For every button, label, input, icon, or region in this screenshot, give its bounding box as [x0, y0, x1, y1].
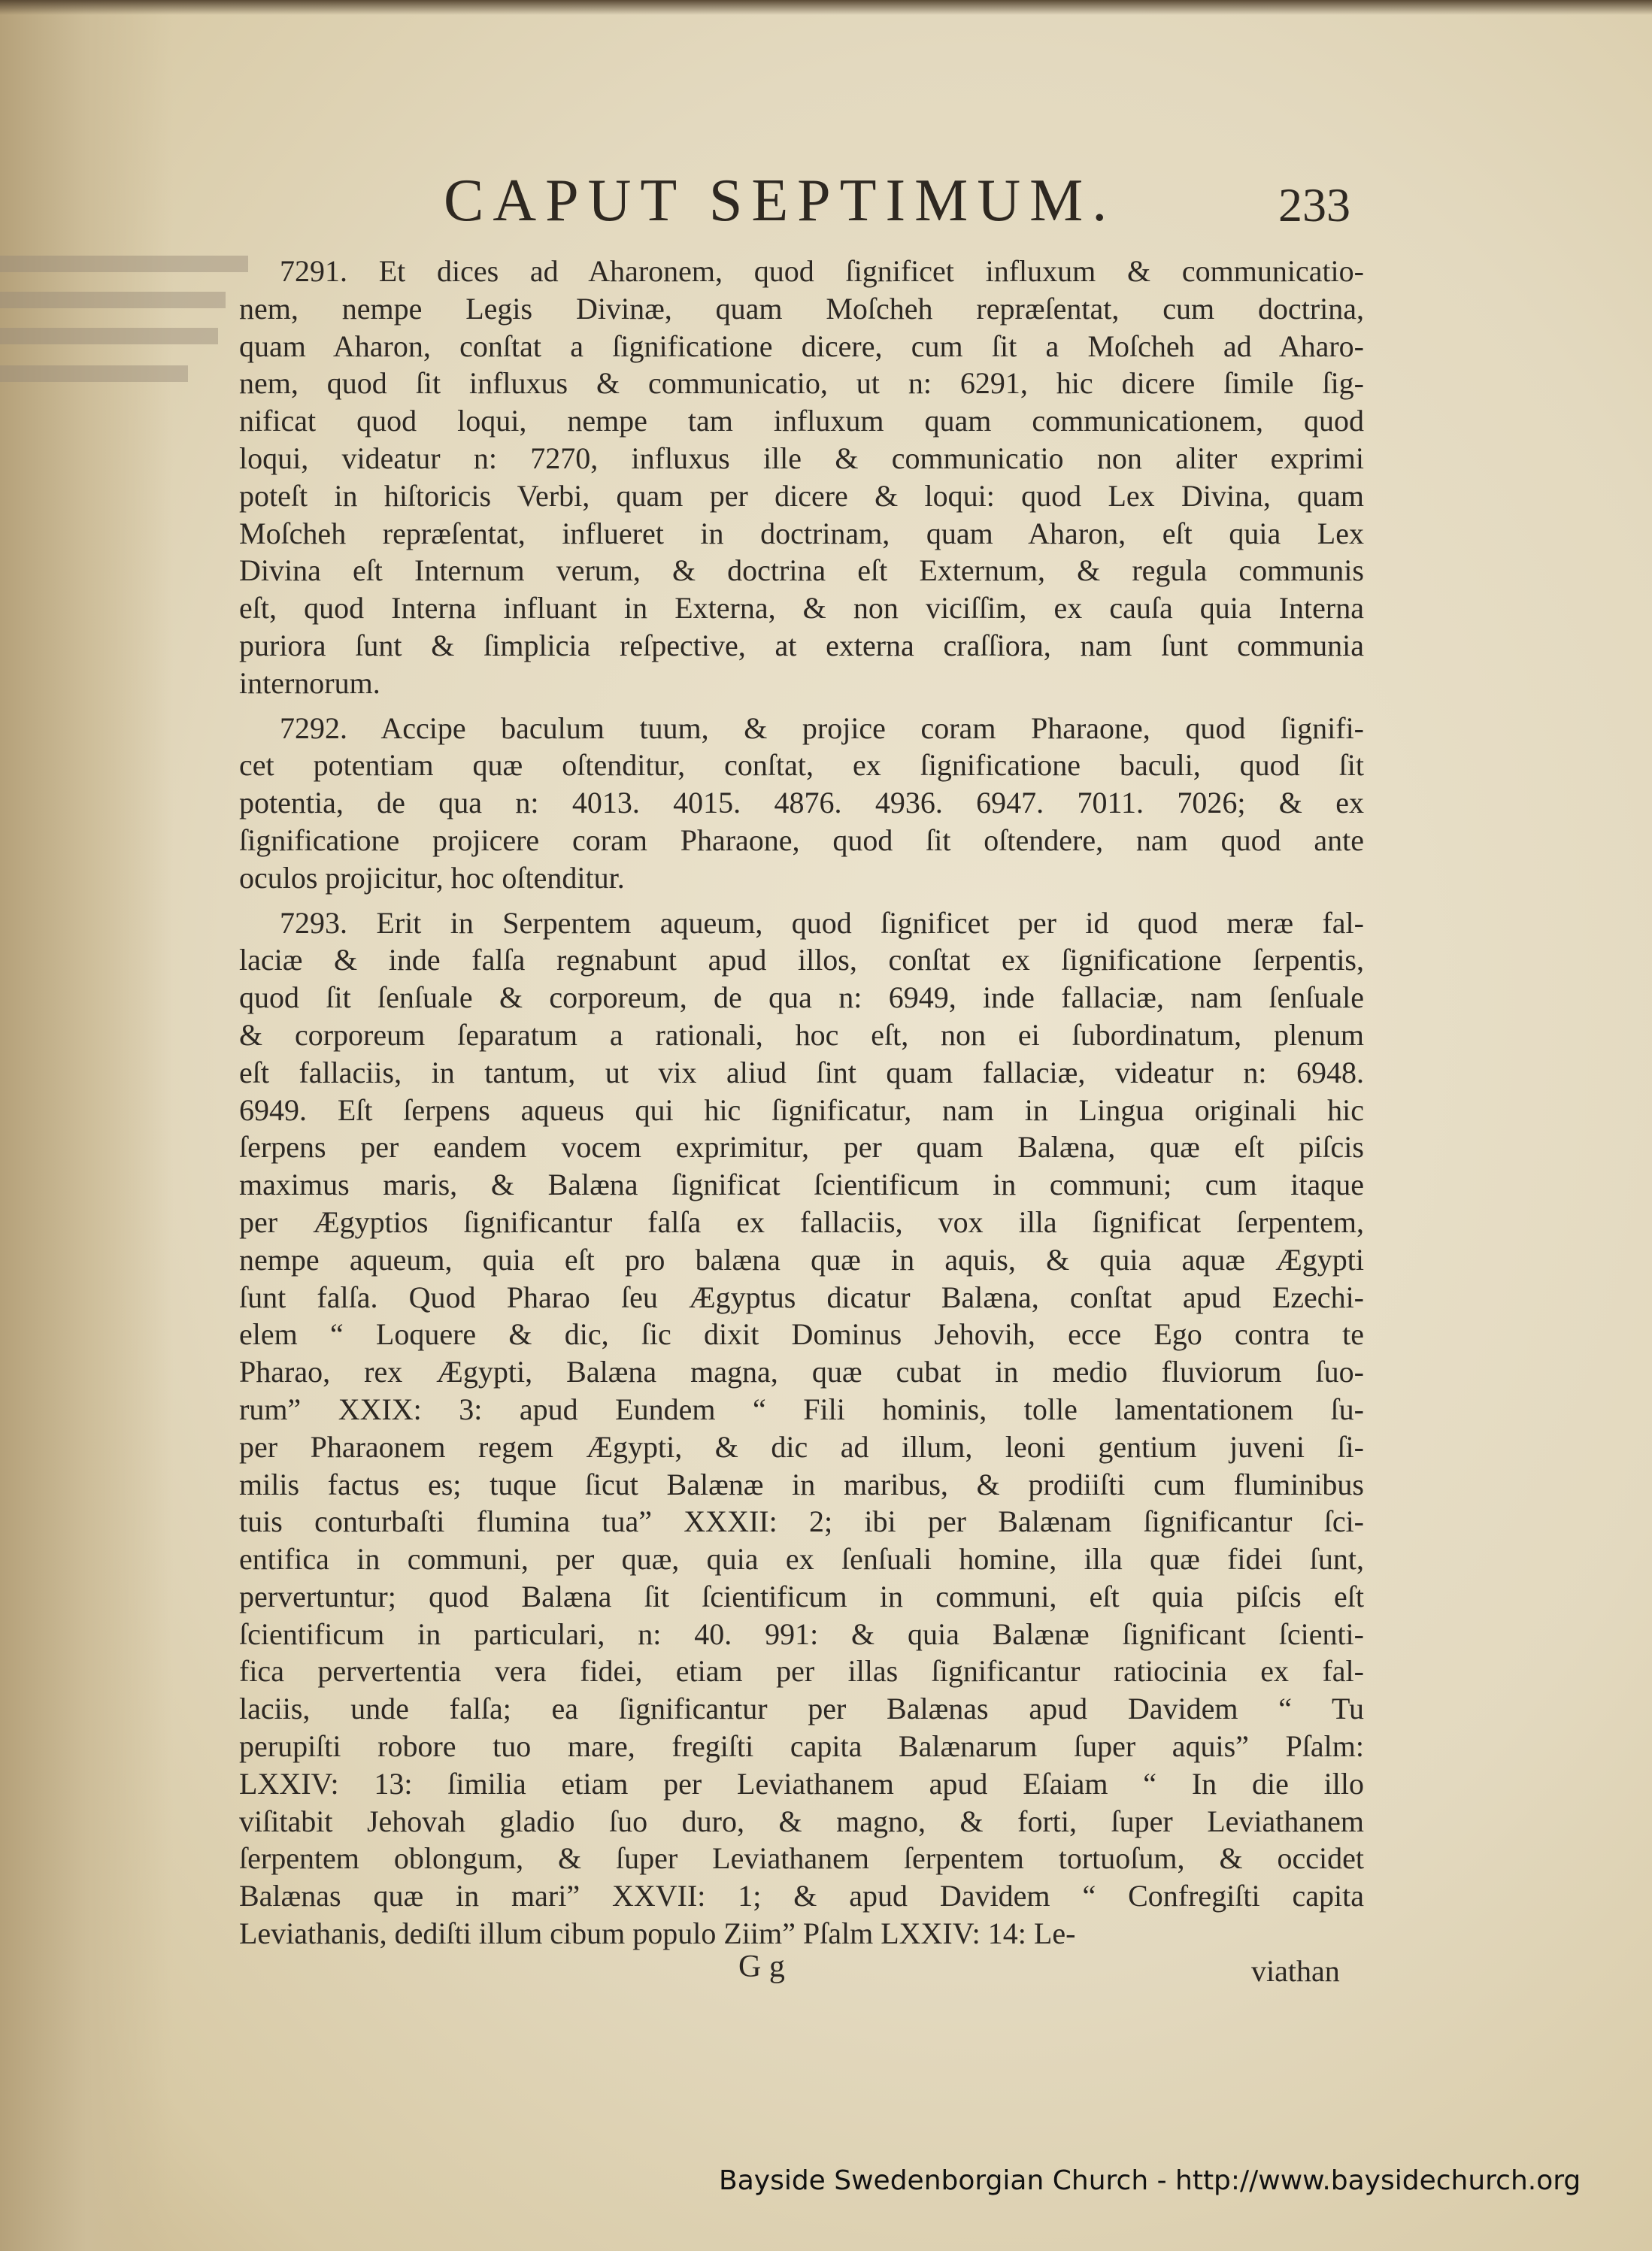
- text-line: Leviathanis, dediſti illum cibum populo Ziim” Pſalm LXXIV: 14: Le-: [239, 1916, 1076, 1951]
- text-line: LXXIV: 13: ſimilia etiam per Leviathanem apud Eſaiam “ In die illo: [239, 1766, 1364, 1801]
- running-title: CAPUT SEPTIMUM.: [444, 168, 1117, 234]
- scan-artifact: [0, 365, 188, 382]
- text-line: eſt, quod Interna influant in Externa, & non viciſſim, ex cauſa quia Interna: [239, 591, 1364, 626]
- text-line: quod ſit ſenſuale & corporeum, de qua n: 6949, inde fallaciæ, nam ſenſuale: [239, 980, 1364, 1015]
- page-number: 233: [1278, 178, 1350, 232]
- scan-artifact: [0, 328, 218, 344]
- text-line: loqui, videatur n: 7270, influxus ille & communicatio non aliter exprimi: [239, 441, 1364, 475]
- text-line: Pharao, rex Ægypti, Balæna magna, quæ cubat in medio fluviorum ſuo-: [239, 1355, 1364, 1389]
- text-line: elem “ Loquere & dic, ſic dixit Dominus Jehovih, ecce Ego contra te: [239, 1317, 1364, 1352]
- text-line: nem, quod ſit influxus & communicatio, ut n: 6291, hic dicere ſimile ſig-: [239, 366, 1364, 401]
- text-line: rum” XXIX: 3: apud Eundem “ Fili hominis, tolle lamentationem ſu-: [239, 1392, 1364, 1426]
- text-line: viſitabit Jehovah gladio ſuo duro, & magno, & forti, ſuper Leviathanem: [239, 1804, 1364, 1838]
- scan-artifact: [0, 292, 226, 308]
- text-line: per Ægyptios ſignificantur falſa ex fallaciis, vox illa ſignificat ſerpentem,: [239, 1204, 1364, 1239]
- text-line: Moſcheh repræſentat, influeret in doctrinam, quam Aharon, eſt quia Lex: [239, 516, 1364, 550]
- text-line: perupiſti robore tuo mare, fregiſti capita Balænarum ſuper aquis” Pſalm:: [239, 1729, 1364, 1764]
- text-line: laciis, unde falſa; ea ſignificantur per Balænas apud Davidem “ Tu: [239, 1692, 1364, 1726]
- watermark: Bayside Swedenborgian Church - http://www.baysidechurch.org: [719, 2165, 1581, 2196]
- text-line: ſcientificum in particulari, n: 40. 991: & quia Balænæ ſignificant ſcienti-: [239, 1616, 1364, 1651]
- text-line: per Pharaonem regem Ægypti, & dic ad illum, leoni gentium juveni ſi-: [239, 1429, 1364, 1464]
- text-line: 6949. Eſt ſerpens aqueus qui hic ſignificatur, nam in Lingua originali hic: [239, 1092, 1364, 1127]
- text-line: entifica in communi, per quæ, quia ex ſenſuali homine, illa quæ fidei ſunt,: [239, 1542, 1364, 1577]
- text-line: maximus maris, & Balæna ſignificat ſcientificum in communi; cum itaque: [239, 1168, 1364, 1202]
- text-line: ſignificatione projicere coram Pharaone, quod ſit oſtendere, nam quod ante: [239, 823, 1364, 857]
- text-line: nempe aqueum, quia eſt pro balæna quæ in aquis, & quia aquæ Ægypti: [239, 1242, 1364, 1277]
- signature-mark: G g: [738, 1950, 785, 1984]
- catchword: viathan: [1251, 1954, 1340, 1988]
- text-line: eſt fallaciis, in tantum, ut vix aliud ſint quam fallaciæ, videatur n: 6948.: [239, 1055, 1364, 1089]
- text-line: ſerpens per eandem vocem exprimitur, per quam Balæna, quæ eſt piſcis: [239, 1130, 1364, 1165]
- text-line: nificat quod loqui, nempe tam influxum quam communicationem, quod: [239, 404, 1364, 438]
- text-line: internorum.: [239, 665, 380, 700]
- text-line: puriora ſunt & ſimplicia reſpective, at externa craſſiora, nam ſunt communia: [239, 628, 1364, 662]
- text-line: 7292. Accipe baculum tuum, & projice coram Pharaone, quod ſignifi-: [280, 710, 1364, 745]
- scan-artifact: [0, 256, 248, 272]
- text-line: pervertuntur; quod Balæna ſit ſcientificum in communi, eſt quia piſcis eſt: [239, 1579, 1364, 1613]
- text-line: laciæ & inde falſa regnabunt apud illos, conſtat ex ſignificatione ſerpentis,: [239, 943, 1364, 977]
- text-line: ſunt falſa. Quod Pharao ſeu Ægyptus dicatur Balæna, conſtat apud Ezechi-: [239, 1280, 1364, 1314]
- text-line: 7291. Et dices ad Aharonem, quod ſignificet influxum & communicatio-: [280, 254, 1364, 288]
- paragraph-7292: [239, 710, 1364, 897]
- text-line: poteſt in hiſtoricis Verbi, quam per dicere & loqui: quod Lex Divina, quam: [239, 478, 1364, 513]
- page-top-edge: [0, 0, 1652, 15]
- text-line: Balænas quæ in mari” XXVII: 1; & apud Davidem “ Confregiſti capita: [239, 1879, 1364, 1913]
- text-line: 7293. Erit in Serpentem aqueum, quod ſignificet per id quod meræ fal-: [280, 905, 1364, 940]
- body-text: [239, 253, 1364, 1960]
- paragraph-7293: [239, 904, 1364, 1953]
- text-line: fica pervertentia vera fidei, etiam per illas ſignificantur ratiocinia ex fal-: [239, 1654, 1364, 1689]
- text-line: nem, nempe Legis Divinæ, quam Moſcheh repræſentat, cum doctrina,: [239, 291, 1364, 326]
- text-line: tuis conturbaſti flumina tua” XXXII: 2; ibi per Balænam ſignificantur ſci-: [239, 1504, 1364, 1539]
- text-line: ſerpentem oblongum, & ſuper Leviathanem ſerpentem tortuoſum, & occidet: [239, 1841, 1364, 1876]
- text-line: & corporeum ſeparatum a rationali, hoc eſt, non ei ſubordinatum, plenum: [239, 1017, 1364, 1052]
- text-line: cet potentiam quæ oſtenditur, conſtat, ex ſignificatione baculi, quod ſit: [239, 748, 1364, 783]
- page-header: [0, 167, 1652, 250]
- text-line: quam Aharon, conſtat a ſignificatione dicere, cum ſit a Moſcheh ad Aharo-: [239, 329, 1364, 363]
- text-line: Divina eſt Internum verum, & doctrina eſt Externum, & regula communis: [239, 553, 1364, 588]
- text-line: potentia, de qua n: 4013. 4015. 4876. 4936. 6947. 7011. 7026; & ex: [239, 786, 1364, 820]
- text-line: milis factus es; tuque ſicut Balænæ in maribus, & prodiiſti cum fluminibus: [239, 1467, 1364, 1501]
- paragraph-7291: [239, 253, 1364, 702]
- text-line: oculos projicitur, hoc oſtenditur.: [239, 860, 625, 895]
